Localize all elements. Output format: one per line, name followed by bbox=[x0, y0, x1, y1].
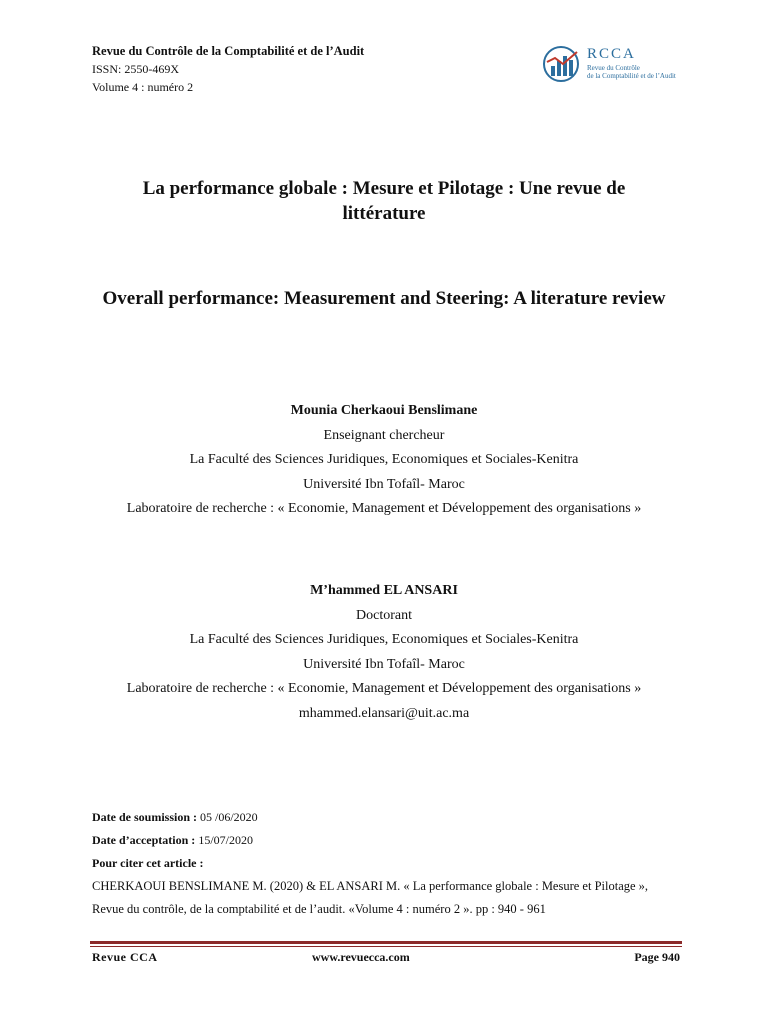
citation-line-1: CHERKAOUI BENSLIMANE M. (2020) & EL ANSARI M. « La performance globale : Mesure et Pilotage », bbox=[92, 879, 649, 893]
footer-journal: Revue CCA bbox=[92, 950, 158, 964]
footer-divider-thick bbox=[90, 941, 682, 944]
article-title-french: La performance globale : Mesure et Pilotage : Une revue de littérature bbox=[142, 178, 626, 224]
author-university: Université Ibn Tofaîl- Maroc bbox=[303, 476, 465, 492]
author-role: Doctorant bbox=[356, 607, 412, 623]
logo-subtitle-line1: Revue du Contrôle bbox=[587, 64, 640, 72]
page-footer bbox=[92, 950, 680, 966]
citation-line-2: Revue du contrôle, de la comptabilité et de l’audit. «Volume 4 : numéro 2 ». pp : 940 - 961 bbox=[92, 902, 546, 916]
acceptance-label: Date d’acceptation : bbox=[92, 833, 196, 847]
author-university: Université Ibn Tofaîl- Maroc bbox=[303, 656, 465, 672]
rcca-logo-icon bbox=[541, 42, 585, 84]
submission-date-row bbox=[92, 806, 712, 829]
logo-subtitle-line2: de la Comptabilité et de l’Audit bbox=[587, 72, 676, 80]
author-faculty: La Faculté des Sciences Juridiques, Economiques et Sociales-Kenitra bbox=[189, 452, 579, 467]
rcca-logo bbox=[541, 42, 701, 84]
submission-label: Date de soumission : bbox=[92, 810, 198, 824]
author-lab: Laboratoire de recherche : « Economie, Management et Développement des organisations » bbox=[126, 681, 642, 696]
author-block-2 bbox=[60, 579, 708, 726]
logo-acronym: RCCA bbox=[587, 46, 636, 62]
article-meta bbox=[92, 806, 712, 921]
footer-page-number: Page 940 bbox=[634, 950, 680, 964]
volume-issue: Volume 4 : numéro 2 bbox=[92, 80, 194, 94]
acceptance-date-row bbox=[92, 829, 712, 852]
issn: ISSN: 2550-469X bbox=[92, 62, 180, 76]
article-title-english: Overall performance: Measurement and Steering: A literature review bbox=[102, 288, 666, 309]
author-name: Mounia Cherkaoui Benslimane bbox=[290, 403, 478, 418]
acceptance-value: 15/07/2020 bbox=[198, 833, 253, 847]
cite-label: Pour citer cet article : bbox=[92, 856, 204, 870]
footer-divider-thin bbox=[90, 946, 682, 947]
submission-value: 05 /06/2020 bbox=[200, 810, 258, 824]
author-faculty: La Faculté des Sciences Juridiques, Economiques et Sociales-Kenitra bbox=[189, 632, 579, 647]
author-role: Enseignant chercheur bbox=[323, 427, 445, 443]
author-name: M’hammed EL ANSARI bbox=[310, 583, 458, 598]
author-lab: Laboratoire de recherche : « Economie, Management et Développement des organisations » bbox=[126, 501, 642, 516]
footer-website-link[interactable]: www.revuecca.com bbox=[312, 950, 410, 964]
author-email[interactable]: mhammed.elansari@uit.ac.ma bbox=[298, 705, 470, 721]
author-block-1 bbox=[60, 399, 708, 522]
journal-name: Revue du Contrôle de la Comptabilité et de l’Audit bbox=[92, 44, 365, 58]
